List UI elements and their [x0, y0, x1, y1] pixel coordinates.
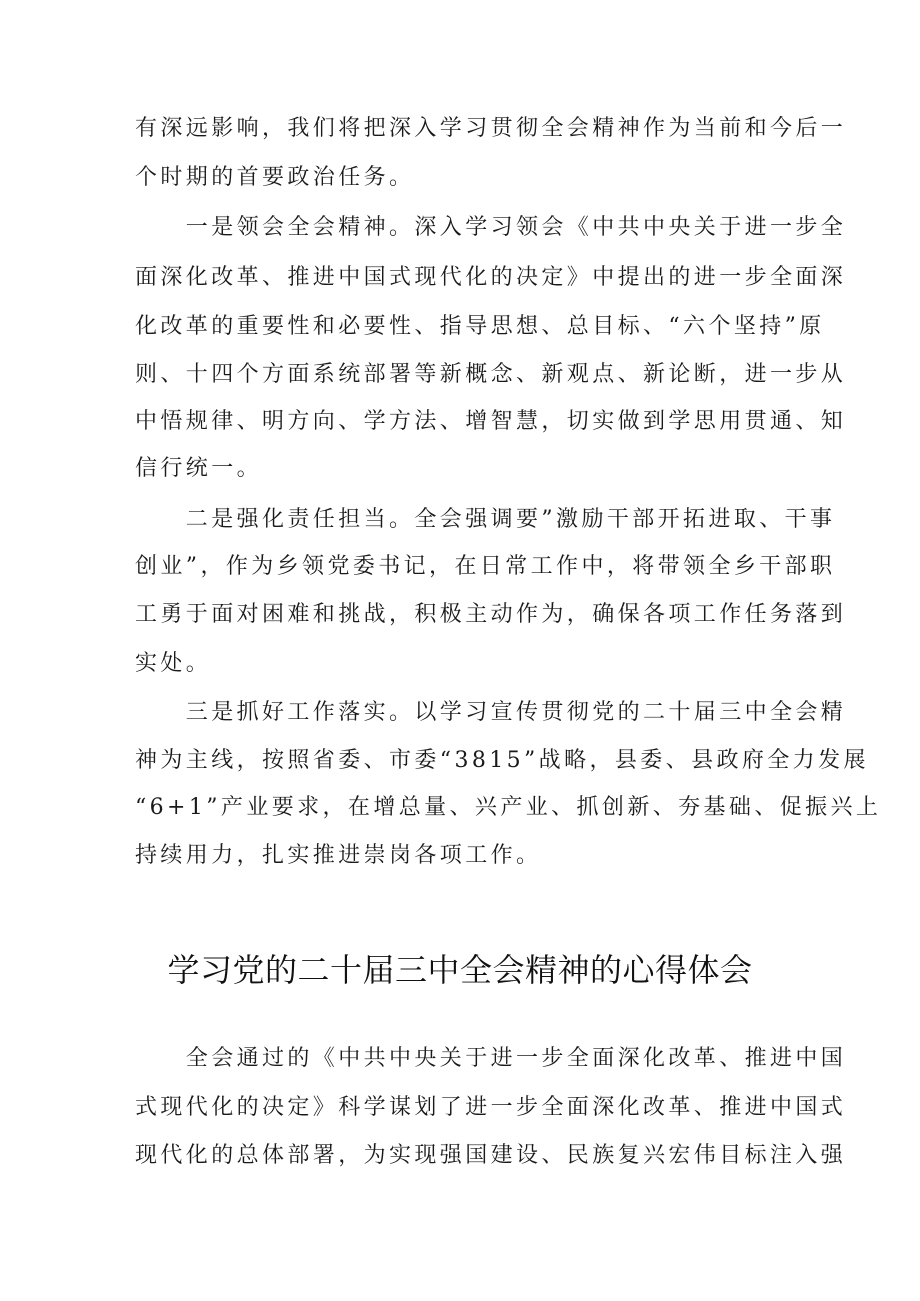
- paragraph-line: 全会通过的《中共中央关于进一步全面深化改革、推进中国: [135, 1046, 847, 1071]
- paragraph-line: 二是强化责任担当。全会强调要”激励干部开拓进取、干事: [135, 507, 836, 532]
- paragraph-line: 创业”，作为乡领党委书记，在日常工作中，将带领全乡干部职: [135, 554, 836, 579]
- paragraph-line: 则、十四个方面系统部署等新概念、新观点、新论断，进一步从: [135, 362, 847, 387]
- paragraph-line: 工勇于面对困难和挑战，积极主动作为，确保各项工作任务落到: [135, 602, 847, 627]
- paragraph-line: 三是抓好工作落实。以学习宣传贯彻党的二十届三中全会精: [135, 700, 847, 725]
- paragraph-line: “6+1”产业要求，在增总量、兴产业、抓创新、夯基础、促振兴上: [135, 795, 882, 820]
- section-heading: 学习党的二十届三中全会精神的心得体会: [167, 951, 753, 989]
- paragraph-line: 一是领会全会精神。深入学习领会《中共中央关于进一步全: [135, 215, 847, 240]
- paragraph-line: 持续用力，扎实推进崇岗各项工作。: [135, 843, 542, 868]
- paragraph-line: 个时期的首要政治任务。: [135, 165, 415, 190]
- paragraph-line: 有深远影响，我们将把深入学习贯彻全会精神作为当前和今后一: [135, 116, 847, 141]
- paragraph-line: 信行统一。: [135, 456, 263, 481]
- paragraph-line: 实处。: [135, 651, 212, 676]
- paragraph-line: 化改革的重要性和必要性、指导思想、总目标、“六个坚持”原: [135, 314, 825, 339]
- paragraph-line: 中悟规律、明方向、学方法、增智慧，切实做到学思用贯通、知: [135, 409, 847, 434]
- paragraph-line: 式现代化的决定》科学谋划了进一步全面深化改革、推进中国式: [135, 1095, 847, 1120]
- paragraph-line: 面深化改革、推进中国式现代化的决定》中提出的进一步全面深: [135, 265, 847, 290]
- paragraph-line: 神为主线，按照省委、市委“3815”战略，县委、县政府全力发展: [135, 748, 869, 773]
- paragraph-line: 现代化的总体部署，为实现强国建设、民族复兴宏伟目标注入强: [135, 1143, 847, 1168]
